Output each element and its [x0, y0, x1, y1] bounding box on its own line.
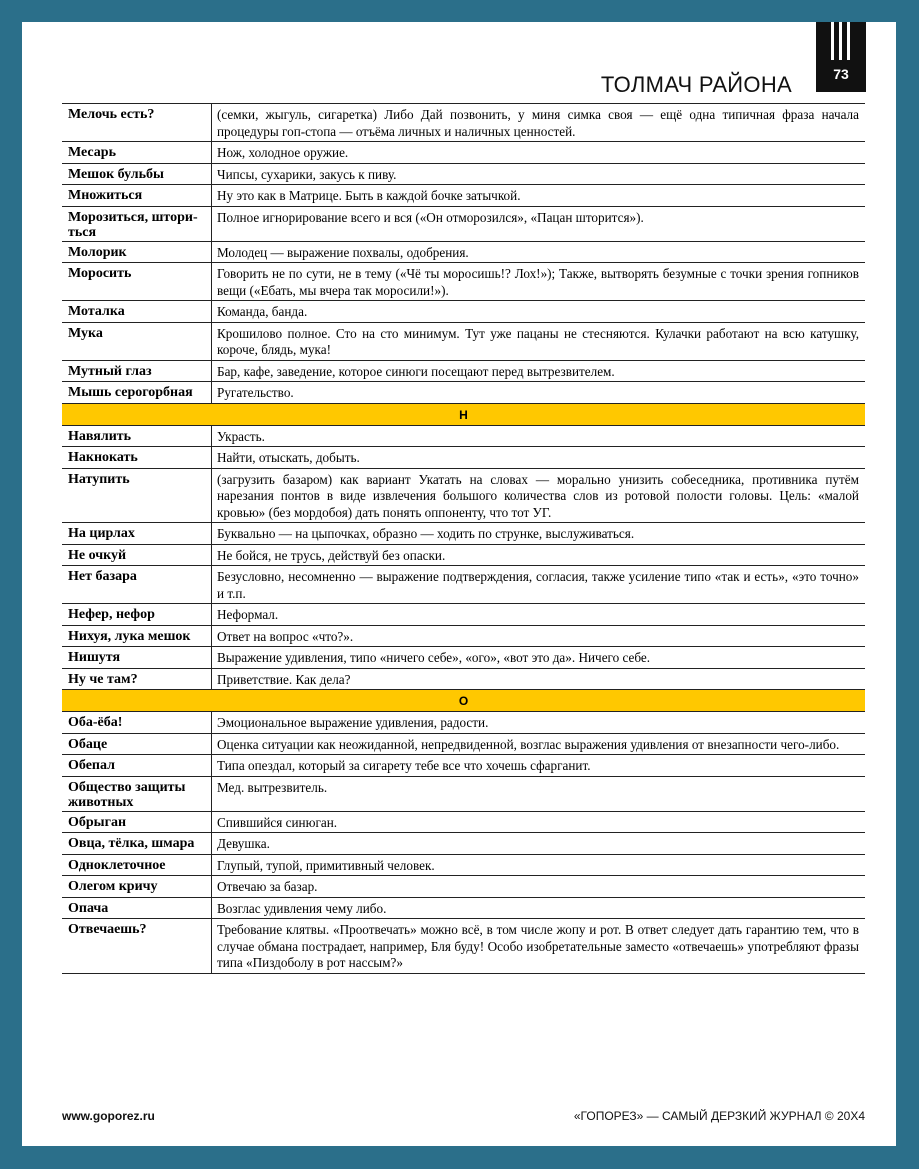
tab-stripe: [839, 22, 842, 60]
glossary-definition: Спившийся синюган.: [217, 814, 338, 830]
glossary-row: [62, 812, 865, 834]
glossary-term: Морозиться, шториться: [62, 207, 212, 241]
glossary-definition: Типа опездал, который за сигарету тебе все что хочешь сфарганит.: [217, 758, 591, 773]
glossary-definition: Чипсы, сухарики, закусь к пиву.: [217, 166, 397, 182]
glossary-term: Общество защиты животных: [62, 777, 212, 811]
glossary-term: Натупить: [62, 469, 212, 523]
glossary-definition: Бар, кафе, заведение, которое синюги посещают перед вытрезвителем.: [217, 363, 615, 379]
tab-stripe: [847, 22, 850, 60]
glossary-term: Мышь серогорбная: [62, 382, 212, 403]
glossary-row: [62, 447, 865, 469]
glossary-definition: Неформал.: [217, 607, 279, 622]
glossary-definition: Ну это как в Матрице. Быть в каждой бочке затычкой.: [217, 188, 521, 203]
letter-header: О: [62, 690, 865, 712]
glossary-definition: Буквально — на цыпочках, образно — ходить по струнке, выслуживаться.: [217, 526, 635, 541]
glossary-definition: Отвечаю за базар.: [217, 879, 318, 894]
glossary-row: [62, 207, 865, 242]
glossary-row: [62, 104, 865, 142]
glossary-definition: Возглас удивления чему либо.: [217, 900, 387, 916]
glossary-term: Моросить: [62, 263, 212, 300]
glossary-definition: Полное игнорирование всего и вся («Он отморозился», «Пацан шторится»).: [217, 209, 644, 225]
glossary-definition: Молодец — выражение похвалы, одобрения.: [217, 244, 469, 260]
glossary-row: [62, 626, 865, 648]
glossary-row: [62, 647, 865, 669]
glossary-definition: Найти, отыскать, добыть.: [217, 450, 360, 465]
glossary-row: [62, 142, 865, 164]
glossary-definition: Мед. вытрезвитель.: [217, 779, 328, 795]
glossary-definition: Говорить не по сути, не в тему («Чё ты моросишь!? Лох!»); Также, вытворять безумные с точки зрения гопников вещи («Ебать, мы вчера так моросили!»).: [217, 266, 859, 298]
glossary-term: Оба-ёба!: [62, 712, 212, 733]
glossary-row: [62, 323, 865, 361]
footer-website[interactable]: www.goporez.ru: [62, 1109, 155, 1123]
glossary-row: [62, 712, 865, 734]
glossary-term: Мука: [62, 323, 212, 360]
glossary-row: [62, 855, 865, 877]
magazine-page: [22, 22, 896, 1146]
glossary-row: [62, 185, 865, 207]
glossary-row: [62, 669, 865, 691]
glossary-term: Обрыган: [62, 812, 212, 833]
glossary-term: Отвечаешь?: [62, 919, 212, 973]
glossary-row: [62, 382, 865, 404]
letter-header: Н: [62, 404, 865, 426]
glossary-row: [62, 301, 865, 323]
glossary-definition: Ответ на вопрос «что?».: [217, 628, 354, 644]
glossary-definition: Требование клятвы. «Проотвечать» можно всё, в том числе жопу и рот. В ответ следует дать гарантию тем, что в случае обмана пострадает, например, Бля буду! Особо изобретательные заместо «отвечаешь» употребляют фразы типа «Пиздоболу в рот нассым?»: [217, 922, 859, 970]
glossary-definition: Ругательство.: [217, 385, 294, 400]
glossary-definition: Безусловно, несомненно — выражение подтверждения, согласия, также усиление типо «так и есть», «это точно» и т.п.: [217, 569, 859, 601]
glossary-definition: Крошилово полное. Сто на сто минимум. Тут уже пацаны не стесняются. Кулачки работают на всю катушку, короче, блядь, мука!: [217, 325, 859, 357]
glossary-definition: Выражение удивления, типо «ничего себе», «ого», «вот это да». Ничего себе.: [217, 650, 651, 665]
glossary-term: Опача: [62, 898, 212, 919]
glossary-term: Нефер, нефор: [62, 604, 212, 625]
glossary-term: На цирлах: [62, 523, 212, 544]
glossary-term: Нет базара: [62, 566, 212, 603]
glossary-term: Нишутя: [62, 647, 212, 668]
glossary-term: Мутный глаз: [62, 361, 212, 382]
glossary-term: Месарь: [62, 142, 212, 163]
page-number: 73: [833, 66, 849, 82]
glossary-term: Мелочь есть?: [62, 104, 212, 141]
glossary-term: Навялить: [62, 426, 212, 447]
glossary-row: [62, 734, 865, 756]
glossary-row: [62, 755, 865, 777]
glossary-row: [62, 898, 865, 920]
glossary-row: [62, 833, 865, 855]
glossary-term: Моталка: [62, 301, 212, 322]
glossary-row: [62, 263, 865, 301]
glossary-term: Олегом кричу: [62, 876, 212, 897]
glossary-row: [62, 919, 865, 974]
glossary-row: [62, 777, 865, 812]
glossary-row: [62, 876, 865, 898]
glossary-term: Овца, тёлка, шмара: [62, 833, 212, 854]
glossary-table: [62, 103, 865, 974]
footer-tagline: «ГОПОРЕЗ» — САМЫЙ ДЕРЗКИЙ ЖУРНАЛ © 20Х4: [573, 1109, 865, 1123]
glossary-row: [62, 469, 865, 524]
glossary-term: Мешок бульбы: [62, 164, 212, 185]
glossary-row: [62, 164, 865, 186]
glossary-definition: Нож, холодное оружие.: [217, 145, 349, 160]
glossary-term: Обаце: [62, 734, 212, 755]
glossary-row: [62, 242, 865, 264]
glossary-term: Одноклеточное: [62, 855, 212, 876]
page-tab: [816, 22, 866, 92]
glossary-definition: Команда, банда.: [217, 304, 308, 319]
glossary-term: Нихуя, лука мешок: [62, 626, 212, 647]
glossary-row: [62, 426, 865, 448]
glossary-definition: Украсть.: [217, 428, 265, 444]
glossary-row: [62, 566, 865, 604]
glossary-definition: Девушка.: [217, 836, 270, 851]
glossary-term: Ну че там?: [62, 669, 212, 690]
glossary-definition: (семки, жыгуль, сигаретка) Либо Дай позвонить, у миня симка своя — ещё одна типичная фраза начала процедуры гоп-стопа — отъёма личных и наличных ценностей.: [217, 107, 859, 139]
glossary-row: [62, 604, 865, 626]
tab-stripe: [831, 22, 834, 60]
glossary-term: Накнокать: [62, 447, 212, 468]
glossary-term: Не очкуй: [62, 545, 212, 566]
glossary-term: Обепал: [62, 755, 212, 776]
section-title: ТОЛМАЧ РАЙОНА: [600, 72, 792, 97]
glossary-definition: (загрузить базаром) как вариант Укатать на словах — морально унизить собеседника, противника путём нарезания понтов в виде извлечения большого количества слов из ротовой полости головы. Цель: «малой кровью» (без мордобоя) дать понять оппоненту, что тот УГ.: [217, 471, 859, 520]
glossary-term: Молорик: [62, 242, 212, 263]
glossary-definition: Эмоциональное выражение удивления, радости.: [217, 715, 489, 730]
glossary-definition: Приветствие. Как дела?: [217, 671, 351, 687]
glossary-term: Множиться: [62, 185, 212, 206]
glossary-row: [62, 523, 865, 545]
glossary-definition: Глупый, тупой, примитивный человек.: [217, 857, 435, 873]
glossary-row: [62, 545, 865, 567]
glossary-row: [62, 361, 865, 383]
glossary-definition: Оценка ситуации как неожиданной, непредвиденной, возглас выражения удивления от внезапности чего-либо.: [217, 736, 840, 752]
glossary-definition: Не бойся, не трусь, действуй без опаски.: [217, 547, 446, 563]
